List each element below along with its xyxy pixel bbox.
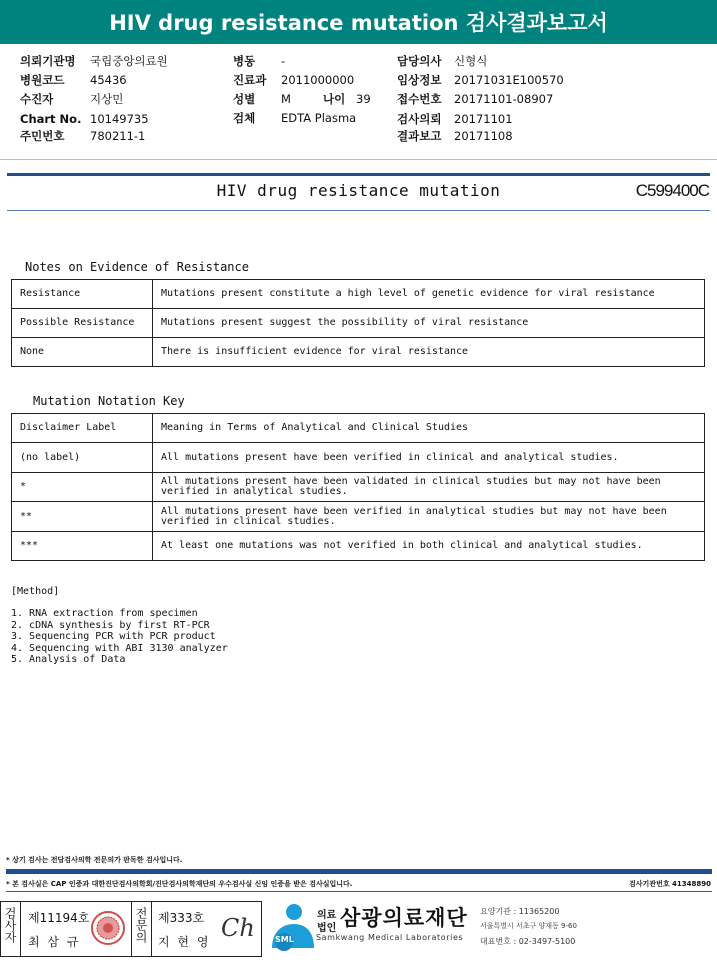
- header-row: [397, 73, 564, 87]
- header-row: [20, 92, 123, 106]
- header-row: [397, 129, 513, 143]
- evidence-heading: Notes on Evidence of Resistance: [25, 260, 249, 274]
- license-number: 검사기관번호 41348890: [629, 880, 711, 888]
- header-label: 검사의뢰: [397, 112, 442, 126]
- header-label: 의뢰기관명: [20, 54, 76, 68]
- doc-title: HIV drug resistance mutation: [216, 181, 501, 200]
- header-value: 20171101-08907: [454, 92, 554, 106]
- specialist-name: 지 현 영: [158, 935, 211, 949]
- table-row: [12, 473, 705, 502]
- header-label: 접수번호: [397, 92, 442, 106]
- method-step: 3. Sequencing PCR with PCR product: [11, 631, 216, 642]
- header-value: 지상민: [90, 92, 124, 106]
- method-step: 4. Sequencing with ABI 3130 analyzer: [11, 642, 228, 654]
- inspector-box: [0, 901, 262, 957]
- org-prefix-bottom: 법인: [317, 923, 337, 934]
- header-label: 결과보고: [397, 129, 442, 143]
- method-step: 2. cDNA synthesis by first RT-PCR: [11, 619, 210, 631]
- header-row: [20, 112, 149, 126]
- header-value: 780211-1: [90, 129, 146, 143]
- header-value: 20171031E100570: [454, 73, 564, 87]
- evidence-text: There is insufficient evidence for viral resistance: [153, 338, 705, 367]
- notation-text: All mutations present have been verified in analytical studies but may not have been verified in clinical studies.: [153, 502, 705, 532]
- footer-rule: [6, 869, 712, 874]
- header-value: 20171108: [454, 129, 513, 143]
- header-value: M: [281, 92, 291, 106]
- header-value: 10149735: [90, 112, 149, 126]
- inspector-label-cell: [1, 902, 21, 956]
- org-prefix-top: 의료: [317, 910, 337, 921]
- notation-label: *: [12, 473, 153, 502]
- notation-table: [11, 413, 705, 561]
- notation-label: **: [12, 502, 153, 532]
- specialist-label: 전문의: [134, 907, 148, 943]
- header-label: 성별: [233, 92, 256, 106]
- header-row: [20, 73, 127, 87]
- notation-header-label: Disclaimer Label: [12, 414, 153, 443]
- org-name-en: Samkwang Medical Laboratories: [316, 933, 464, 942]
- specialist-signature: Ch: [221, 914, 255, 942]
- header-label: 담당의사: [397, 54, 442, 68]
- notation-text: All mutations present have been verified in clinical and analytical studies.: [153, 443, 705, 473]
- org-logo-text: SML: [275, 935, 294, 944]
- footer-rule-thin: [6, 891, 712, 892]
- inspector-number: 제11194호: [28, 911, 90, 925]
- age-label: 나이: [323, 92, 346, 106]
- method-heading: [Method]: [11, 586, 60, 597]
- org-name: 삼광의료재단: [340, 906, 468, 930]
- evidence-text: Mutations present constitute a high level of genetic evidence for viral resistance: [153, 280, 705, 309]
- method-step: 5. Analysis of Data: [11, 654, 126, 665]
- org-logo-icon: [268, 902, 316, 954]
- header-label: 병원코드: [20, 73, 65, 87]
- header-label: 검체: [233, 111, 256, 125]
- org-code: 요양기관 : 11365200: [480, 907, 560, 916]
- notation-label: ***: [12, 532, 153, 561]
- header-value: -: [281, 54, 286, 68]
- inspector-name: 최 삼 규: [28, 935, 81, 949]
- notation-text: All mutations present have been validated in clinical studies but may not have been verified in analytical studies.: [153, 473, 705, 502]
- table-row: [12, 443, 705, 473]
- header-value: EDTA Plasma: [281, 111, 357, 125]
- notation-heading: Mutation Notation Key: [33, 394, 185, 408]
- evidence-table: [11, 279, 705, 367]
- table-row: [12, 338, 705, 367]
- header-value: 20171101: [454, 112, 513, 126]
- header-value: 45436: [90, 73, 127, 87]
- title-rule-bottom: [7, 210, 710, 211]
- header-divider: [0, 159, 717, 160]
- header-row: [20, 129, 145, 143]
- evidence-label: Resistance: [12, 280, 153, 309]
- header-label: 진료과: [233, 73, 267, 87]
- header-row: [233, 73, 354, 87]
- header-value: 신형식: [454, 54, 488, 68]
- header-info: [20, 54, 710, 154]
- header-value: 국립중앙의료원: [90, 54, 168, 68]
- header-label: 주민번호: [20, 129, 65, 143]
- header-row: [397, 112, 513, 126]
- header-row: [397, 92, 553, 106]
- evidence-text: Mutations present suggest the possibility of viral resistance: [153, 309, 705, 338]
- evidence-label: Possible Resistance: [12, 309, 153, 338]
- evidence-label: None: [12, 338, 153, 367]
- table-header-row: [12, 414, 705, 443]
- org-phone: 대표번호 : 02-3497-5100: [480, 937, 576, 946]
- notation-text: At least one mutations was not verified in both clinical and analytical studies.: [153, 532, 705, 561]
- header-row: [233, 111, 356, 125]
- method-step: 1. RNA extraction from specimen: [11, 608, 198, 619]
- age-value: 39: [356, 92, 371, 106]
- notation-label: (no label): [12, 443, 153, 473]
- doc-code: C599400C: [635, 181, 709, 200]
- title-rule-top: [7, 173, 710, 176]
- notation-header-text: Meaning in Terms of Analytical and Clinical Studies: [153, 414, 705, 443]
- inspector-label: 검사자: [3, 907, 17, 943]
- specialist-label-cell: [131, 902, 152, 956]
- table-row: [12, 280, 705, 309]
- header-row: [233, 54, 285, 68]
- header-label: 임상정보: [397, 73, 442, 87]
- report-title: HIV drug resistance mutation 검사결과보고서: [0, 0, 717, 44]
- header-row: [233, 92, 321, 106]
- table-row: [12, 532, 705, 561]
- specialist-number: 제333호: [158, 911, 205, 925]
- inspector-seal: [90, 910, 126, 946]
- header-label: Chart No.: [20, 112, 82, 126]
- table-row: [12, 502, 705, 532]
- footer-note: * 본 검사실은 CAP 인증과 대한진단검사의학회/진단검사의학재단의 우수검사실 신임 인증을 받은 검사실입니다.: [6, 880, 353, 888]
- footer-note: * 상기 검사는 전담검사의학 전문의가 판독한 검사입니다.: [6, 856, 183, 864]
- table-row: [12, 309, 705, 338]
- header-row: [20, 54, 168, 68]
- org-address: 서울특별시 서초구 양재동 9-60: [480, 922, 577, 930]
- age-row: [323, 92, 371, 106]
- header-label: 수진자: [20, 92, 54, 106]
- header-label: 병동: [233, 54, 256, 68]
- header-value: 2011000000: [281, 73, 355, 87]
- header-row: [397, 54, 487, 68]
